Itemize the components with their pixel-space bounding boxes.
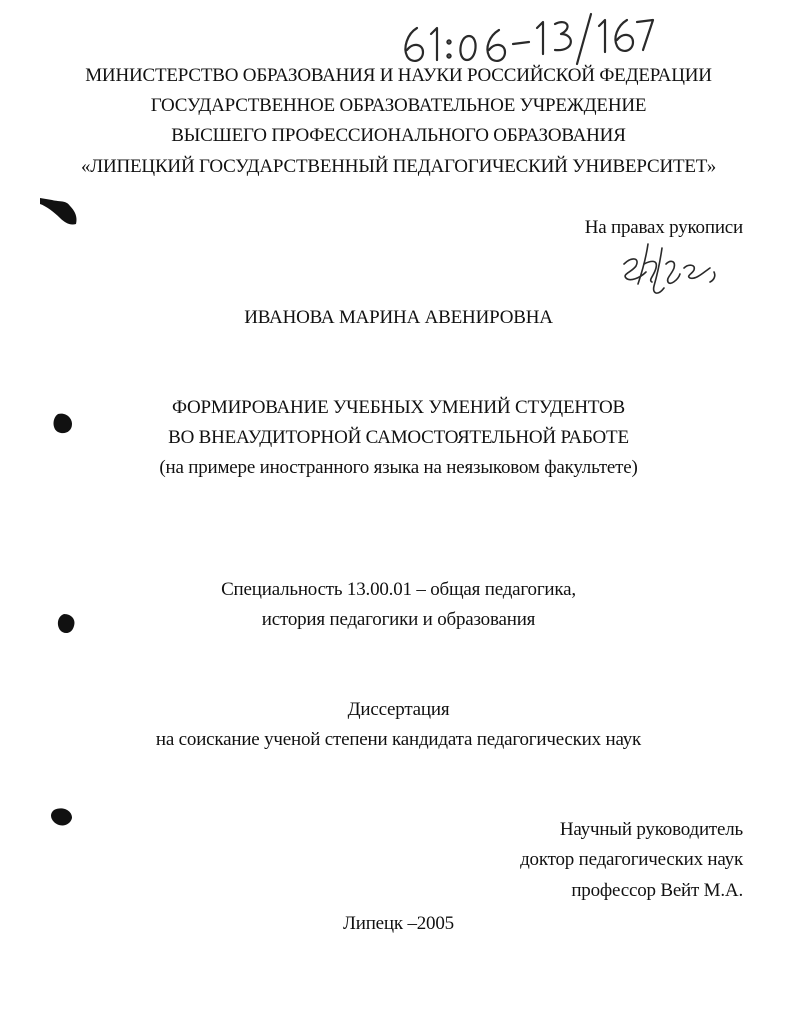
- specialty-line-1: Специальность 13.00.01 – общая педагогика,: [221, 579, 576, 600]
- place-and-year: Липецк –2005: [343, 913, 454, 934]
- ministry-line-3: ВЫСШЕГО ПРОФЕССИОНАЛЬНОГО ОБРАЗОВАНИЯ: [171, 125, 626, 146]
- supervisor-name: профессор Вейт М.А.: [571, 880, 743, 901]
- specialty-line-2: история педагогики и образования: [261, 609, 536, 630]
- manuscript-rights-label: На правах рукописи: [584, 217, 743, 238]
- dissertation-title-line-1: ФОРМИРОВАНИЕ УЧЕБНЫХ УМЕНИЙ СТУДЕНТОВ: [171, 397, 626, 418]
- supervisor-degree: доктор педагогических наук: [520, 849, 743, 870]
- university-name: «ЛИПЕЦКИЙ ГОСУДАРСТВЕННЫЙ ПЕДАГОГИЧЕСКИЙ УНИВЕРСИТЕТ»: [81, 156, 716, 177]
- author-name: ИВАНОВА МАРИНА АВЕНИРОВНА: [244, 307, 553, 328]
- scan-artifact-blot: [38, 194, 80, 228]
- degree-sought: на соискание ученой степени кандидата педагогических наук: [155, 729, 642, 750]
- dissertation-title-line-2: ВО ВНЕАУДИТОРНОЙ САМОСТОЯТЕЛЬНОЙ РАБОТЕ: [168, 427, 629, 448]
- handwritten-archive-number: [395, 6, 655, 68]
- scan-artifact-dot: [50, 806, 74, 828]
- dissertation-label: Диссертация: [347, 699, 450, 720]
- ministry-line-2: ГОСУДАРСТВЕННОЕ ОБРАЗОВАТЕЛЬНОЕ УЧРЕЖДЕНИЕ: [150, 95, 647, 116]
- ministry-line-1: МИНИСТЕРСТВО ОБРАЗОВАНИЯ И НАУКИ РОССИЙСКОЙ ФЕДЕРАЦИИ: [85, 65, 712, 86]
- supervisor-label: Научный руководитель: [559, 819, 743, 840]
- handwritten-signature: [618, 238, 728, 300]
- dissertation-subtitle: (на примере иностранного языка на неязыковом факультете): [159, 457, 638, 478]
